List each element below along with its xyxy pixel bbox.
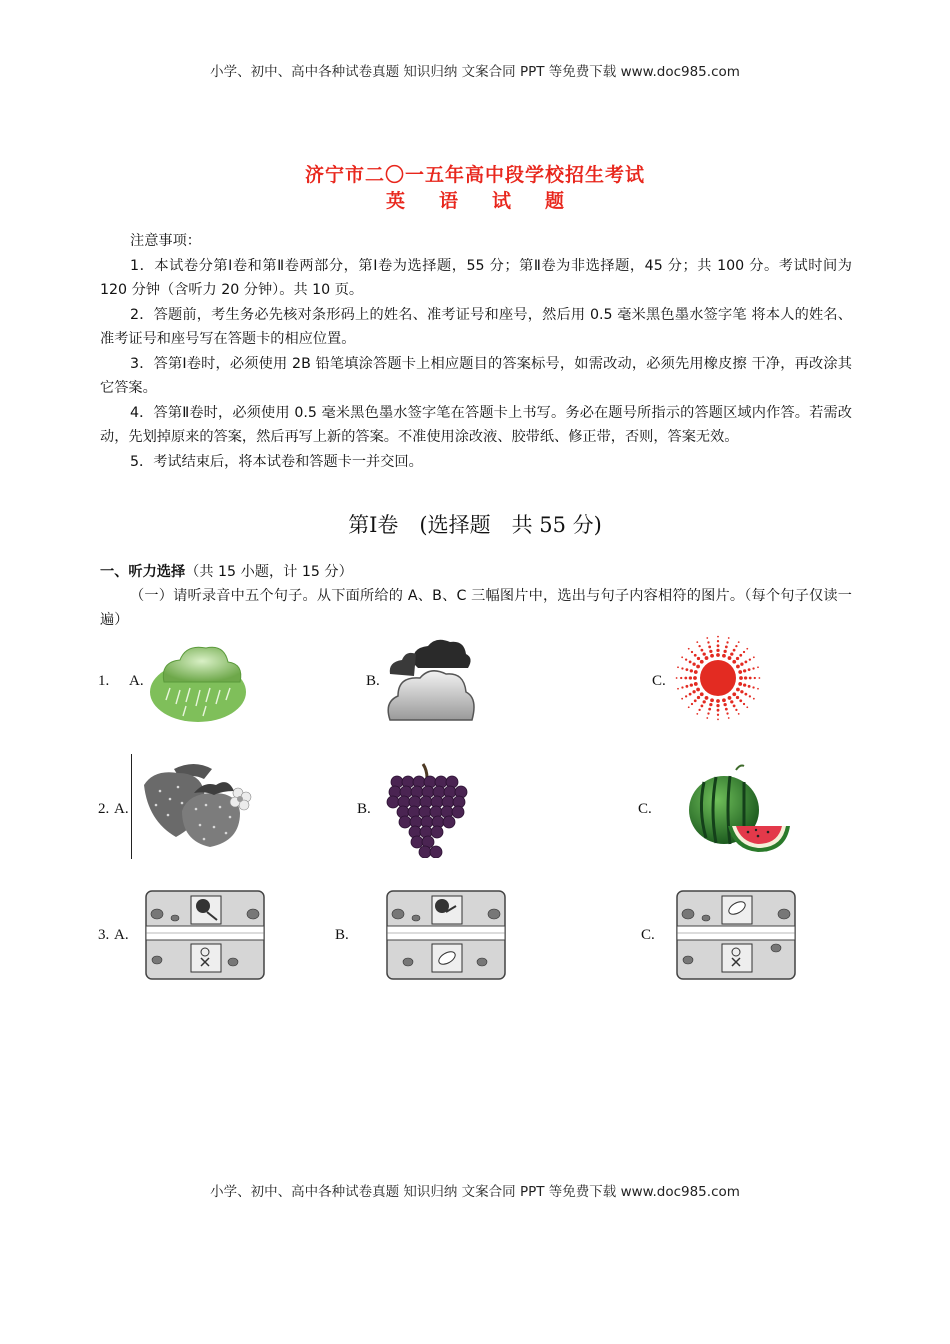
notice-item: 1．本试卷分第Ⅰ卷和第Ⅱ卷两部分，第Ⅰ卷为选择题，55 分；第Ⅱ卷为非选择题，45 分；共 100 分。考试时间为 120 分钟（含听力 20 分钟）。共 10 页。	[100, 257, 852, 298]
section-title: 第Ⅰ卷 (选择题 共 55 分)	[348, 513, 602, 537]
rain-cloud-icon	[146, 640, 250, 722]
grape	[419, 846, 431, 858]
sun-ray-dot	[743, 651, 745, 653]
sun-ray-dot	[691, 651, 693, 653]
sun-ray-dot	[728, 696, 732, 700]
sun-ray-dot	[708, 645, 711, 648]
option-label: B.	[357, 801, 371, 817]
sun-ray-dot	[716, 653, 720, 657]
part-score: （共 15 小题，计 15 分）	[185, 564, 353, 580]
sun-ray-dot	[740, 690, 743, 693]
sun-ray-dot	[736, 665, 740, 669]
sun-ray-dot	[749, 658, 751, 660]
sun-ray-dot	[690, 683, 693, 686]
sun-ray-dot	[738, 641, 740, 643]
sun-ray-dot	[676, 677, 678, 679]
sun-ray-dot	[700, 660, 704, 664]
grape	[387, 796, 399, 808]
sun-ray-dot	[707, 712, 709, 714]
sun-ray-dot	[688, 706, 690, 708]
part-heading	[100, 561, 353, 581]
sun-ray-dot	[736, 657, 739, 660]
sun-ray-dot	[685, 668, 688, 671]
sun-ray-dot	[739, 699, 742, 702]
sun-ray-dot	[685, 695, 687, 697]
sun-ray-dot	[722, 654, 726, 658]
page-footer: 小学、初中、高中各种试卷真题 知识归纳 文案合同 PPT 等免费下载 www.doc985.com	[210, 1184, 740, 1200]
sun-ray-dot	[717, 640, 719, 642]
sun-ray-dot	[716, 704, 719, 707]
sun-ray-dot	[685, 685, 688, 688]
option-label: C.	[638, 801, 652, 817]
scene-b-image	[386, 890, 506, 980]
sun-ray-dot	[735, 645, 737, 647]
sun-ray-dot	[739, 676, 743, 680]
sun-ray-dot	[749, 695, 751, 697]
sun-ray-dot	[684, 677, 687, 680]
sun-ray-dot	[701, 649, 704, 652]
option-label: A.	[129, 673, 144, 689]
sun-ray-dot	[696, 713, 698, 715]
scene-a-image	[145, 890, 265, 980]
grape	[411, 836, 423, 848]
sun-ray-dot	[728, 637, 730, 639]
sun-ray-dot	[746, 648, 748, 650]
sun-ray-dot	[692, 663, 695, 666]
sun-ray-dot	[696, 688, 700, 692]
sun-ray-dot	[680, 677, 682, 679]
sun-ray-dot	[740, 663, 743, 666]
sun-ray-dot	[697, 657, 700, 660]
sun-ray-dot	[706, 637, 708, 639]
sun-ray-dot	[703, 700, 706, 703]
sun-ray-dot	[723, 650, 726, 653]
sun-ray-dot	[696, 641, 698, 643]
subject-char: 语	[438, 190, 458, 212]
exam-subject	[0, 186, 950, 213]
notice-item: 2．答题前，考生务必先核对条形码上的姓名、准考证号和座号，然后用 0.5 毫米黑色墨水签字笔 将本人的姓名、准考证号和座号写在答题卡的相应位置。	[100, 306, 852, 347]
sun-ray-dot	[733, 704, 736, 707]
sun-ray-dot	[689, 693, 692, 696]
sun-ray-dot	[717, 714, 719, 716]
question-number: 3.	[98, 927, 110, 943]
option-label: A.	[114, 801, 129, 817]
sun-ray-dot	[752, 686, 754, 688]
sun-ray-dot	[707, 641, 709, 643]
option-label: B.	[335, 927, 349, 943]
sun-ray-dot	[722, 698, 726, 702]
sun-ray-dot	[726, 641, 728, 643]
part-title: 一、听力选择	[100, 564, 186, 580]
sun-ray-dot	[746, 706, 748, 708]
sun-ray-dot	[710, 654, 714, 658]
sun-ray-dot	[753, 656, 755, 658]
sun-ray-dot	[748, 668, 751, 671]
sun-ray-dot	[736, 688, 740, 692]
sun-ray-dot	[705, 656, 709, 660]
sun-ray-dot	[725, 645, 728, 648]
sun-ray-dot	[744, 693, 747, 696]
sun-ray-dot	[759, 677, 761, 679]
notice-item: 3．答第Ⅰ卷时，必须使用 2B 铅笔填涂答题卡上相应题目的答案标号，如需改动，必须先用橡皮擦 干净，再改涂其它答案。	[100, 355, 852, 396]
grape	[431, 826, 443, 838]
sun-ray-dot	[694, 699, 697, 702]
sun-ray-dot	[743, 683, 746, 686]
sun-ray-dot	[681, 656, 683, 658]
sun-ray-dot	[739, 654, 742, 657]
sun-ray-dot	[754, 677, 756, 679]
sun-ray-dot	[694, 670, 698, 674]
option-label: A.	[114, 927, 129, 943]
sun-ray-dot	[701, 704, 704, 707]
sun-ray-dot	[694, 682, 698, 686]
sun-ray-dot	[717, 719, 719, 721]
option-label: C.	[641, 927, 655, 943]
sun-ray-dot	[697, 696, 700, 699]
sun-ray-dot	[690, 669, 693, 672]
grape	[399, 816, 411, 828]
question-number: 2.	[98, 801, 110, 817]
sun-icon	[670, 630, 766, 726]
sun-ray-dot	[693, 676, 697, 680]
sun-ray-dot	[698, 709, 700, 711]
sun-ray-dot	[743, 703, 745, 705]
sun-ray-dot	[757, 666, 759, 668]
scene-c-image	[676, 890, 796, 980]
sun-ray-dot	[732, 692, 736, 696]
grape	[452, 806, 464, 818]
sun-ray-dot	[744, 676, 747, 679]
sun-ray-dot	[743, 669, 746, 672]
question-number: 1.	[98, 673, 110, 689]
notice-section	[100, 229, 852, 474]
sun-ray-dot	[677, 688, 679, 690]
sun-ray-dot	[681, 698, 683, 700]
sun-ray-dot	[696, 665, 700, 669]
sun-ray-dot	[738, 713, 740, 715]
sun-ray-dot	[716, 649, 719, 652]
sun-ray-dot	[700, 692, 704, 696]
sun-ray-dot	[708, 708, 711, 711]
sun-ray-dot	[717, 709, 720, 712]
sun-ray-dot	[749, 677, 752, 680]
sun-ray-dot	[733, 649, 736, 652]
notice-item: 4．答第Ⅱ卷时，必须使用 0.5 毫米黑色墨水签字笔在答题卡上书写。务必在题号所指示的答题区域内作答。若需改动，先划掉原来的答案，然后再写上新的答案。不准使用涂改液、胶带纸、修正带，否则，答案无效。	[100, 404, 852, 445]
grape	[443, 816, 455, 828]
sun-ray-dot	[681, 667, 683, 669]
divider-line	[131, 754, 132, 859]
exam-title: 济宁市二〇一五年高中段学校招生考试	[304, 164, 645, 186]
sun-ray-dot	[698, 645, 700, 647]
strawberry-icon	[134, 755, 258, 851]
sun-ray-dot	[717, 636, 719, 638]
part-instruction: （一）请听录音中五个句子。从下面所给的 A、B、C 三幅图片中，选出与句子内容相符的图片。（每个句子仅读一遍）	[100, 588, 852, 628]
option-label: B.	[366, 673, 380, 689]
sun-ray-dot	[692, 690, 695, 693]
notice-item: 5．考试结束后，将本试卷和答题卡一并交回。	[130, 453, 423, 470]
sun-ray-dot	[716, 699, 720, 703]
sun-ray-dot	[717, 644, 720, 647]
option-label: C.	[652, 673, 666, 689]
sun-ray-dot	[681, 686, 683, 688]
sun-ray-dot	[753, 698, 755, 700]
subject-char: 英	[385, 190, 405, 212]
watermelon-icon	[686, 764, 792, 854]
sun-ray-dot	[705, 696, 709, 700]
sun-ray-dot	[706, 717, 708, 719]
subject-char: 题	[545, 190, 565, 212]
sun-ray-dot	[738, 682, 742, 686]
sun-ray-dot	[726, 712, 728, 714]
grapes-icon	[377, 762, 477, 858]
sun-ray-dot	[735, 709, 737, 711]
sun-ray-dot	[688, 648, 690, 650]
sun-ray-dot	[689, 676, 692, 679]
sun-ray-dot	[710, 698, 714, 702]
sun-ray-dot	[685, 658, 687, 660]
sun-ray-dot	[736, 696, 739, 699]
sun-ray-dot	[748, 685, 751, 688]
sun-ray-dot	[732, 660, 736, 664]
sun-ray-dot	[703, 652, 706, 655]
sun-ray-dot	[738, 670, 742, 674]
sun-ray-dot	[728, 656, 732, 660]
grape	[430, 846, 442, 858]
sun-ray-dot	[709, 703, 712, 706]
sun-ray-dot	[744, 661, 747, 664]
sun-ray-dot	[723, 703, 726, 706]
sun-ray-dot	[709, 650, 712, 653]
sun-ray-dot	[677, 666, 679, 668]
sun-ray-dot	[730, 652, 733, 655]
sun-ray-dot	[730, 700, 733, 703]
sun-ray-dot	[757, 688, 759, 690]
sun-ray-dot	[691, 703, 693, 705]
sun-ray-dot	[725, 708, 728, 711]
notice-heading: 注意事项：	[130, 233, 201, 249]
sun-ray-dot	[689, 661, 692, 664]
sun-ray-dot	[752, 667, 754, 669]
subject-char: 试	[492, 190, 512, 212]
cloudy-icon	[384, 636, 476, 724]
sun-ray-dot	[728, 717, 730, 719]
page-header: 小学、初中、高中各种试卷真题 知识归纳 文案合同 PPT 等免费下载 www.doc985.com	[210, 64, 740, 80]
sun-ray-dot	[694, 654, 697, 657]
